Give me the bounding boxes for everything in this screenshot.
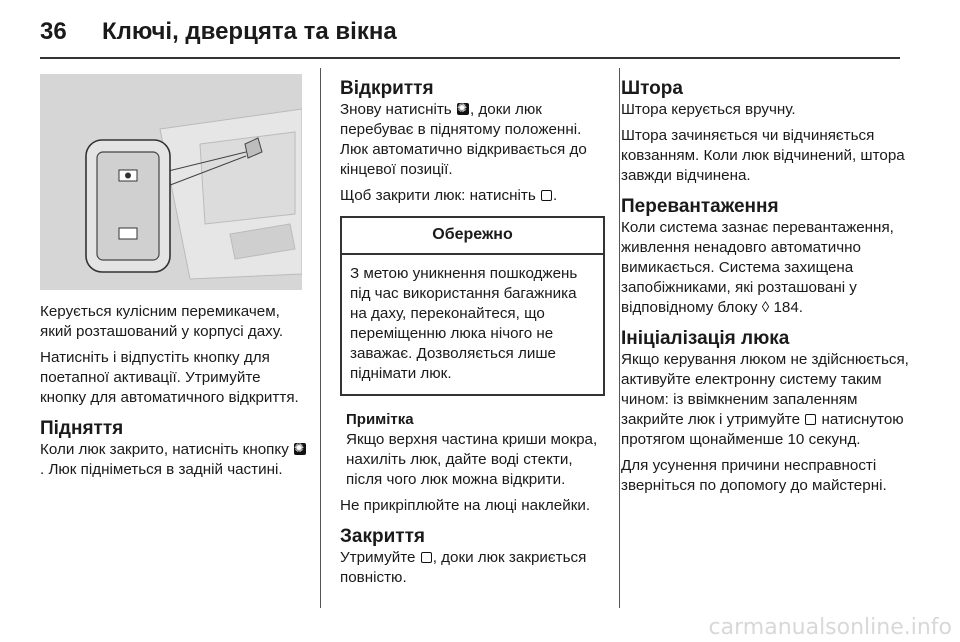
heading-blind: Штора [621, 78, 683, 99]
column-2 [340, 74, 605, 594]
paragraph-blind-manual: Штора керується вручну. [621, 101, 796, 118]
paragraph-steps: Натисніть і відпустіть кнопку для поетапної активації. Утримуйте кнопку для автоматичного відкриття. [40, 349, 299, 406]
paragraph-control: Керується кулісним перемикачем, який розташований у корпусі даху. [40, 303, 284, 340]
page-reference-icon: ◊ [761, 299, 770, 316]
sunroof-close-icon [541, 190, 552, 201]
paragraph-blind-slide: Штора зачиняється чи відчиняється ковзанням. Коли люк відчинений, штора завжди відчинена. [621, 127, 905, 184]
header-divider [40, 57, 900, 59]
sunroof-open-icon [457, 103, 469, 115]
paragraph-overload: Коли система зазнає перевантаження, живлення ненадовго автоматично вимикається. Система захищена запобіжниками, які розташовані у відповідному блоку ◊ 184. [621, 219, 894, 316]
paragraph-close-instruction: Щоб закрити люк: натисніть . [340, 187, 558, 204]
paragraph-opening: Знову натисніть ✺ , доки люк перебуває в піднятому положенні. Люк автоматично відкривається до кінцевої позиції. [340, 100, 605, 180]
page-header [40, 18, 397, 48]
column-3 [621, 74, 911, 502]
heading-overload: Перевантаження [621, 196, 779, 217]
heading-closing: Закриття [340, 526, 425, 547]
page-title: Ключі, дверцята та вікна [102, 18, 397, 45]
paragraph-closing: Утримуйте , доки люк закриється повністю. [340, 549, 587, 586]
paragraph-initialization: Якщо керування люком не здійснюється, активуйте електронну систему таким чином: із ввімкненим запаленням закрийте люк і утримуйте натиснутою протягом щонайменше 10 секунд. [621, 351, 909, 448]
note-block [340, 410, 605, 490]
page-number: 36 [40, 18, 67, 45]
paragraph-stickers: Не прикріплюйте на люці наклейки. [340, 497, 591, 514]
note-text: Якщо верхня частина криши мокра, нахиліть люк, дайте воді стекти, після чого люк можна відкрити. [346, 431, 598, 488]
note-title: Примітка [346, 411, 414, 428]
column-divider-2 [619, 68, 620, 608]
heading-lifting: Підняття [40, 418, 124, 439]
caution-title: Обережно [342, 218, 603, 255]
sunroof-switch-illustration [40, 74, 302, 290]
caution-text: З метою уникнення пошкоджень під час використання багажника на даху, переконайтеся, що переміщенню люка нічого не заважає. Дозволяється лише піднімати люк. [350, 265, 578, 382]
caution-box [340, 216, 605, 396]
sunroof-switch-drawing [40, 74, 302, 290]
sunroof-close-icon [421, 552, 432, 563]
column-divider-1 [320, 68, 321, 608]
watermark: carmanualsonline.info [708, 615, 952, 640]
heading-opening: Відкриття [340, 78, 434, 99]
heading-initialization: Ініціалізація люка [621, 328, 790, 349]
sunroof-open-icon [294, 443, 306, 455]
page-reference-link[interactable]: 184 [773, 299, 799, 316]
paragraph-workshop: Для усунення причини несправності зверніться по допомогу до майстерні. [621, 457, 887, 494]
column-1 [40, 74, 310, 486]
sunroof-close-icon [805, 414, 816, 425]
paragraph-lifting: Коли люк закрито, натисніть кнопку ✺. Люк підніметься в задній частині. [40, 440, 310, 480]
